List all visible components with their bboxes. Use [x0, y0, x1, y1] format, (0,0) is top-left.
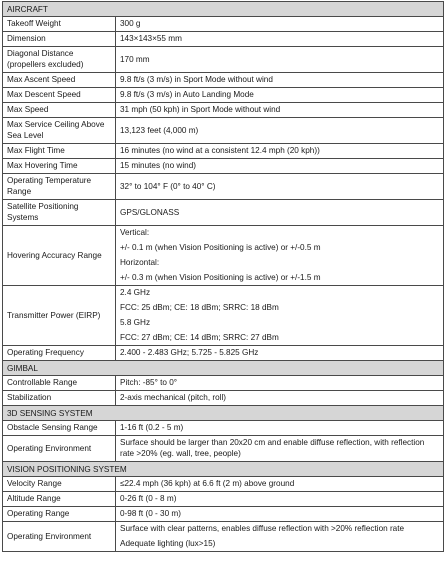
spec-value — [116, 226, 444, 286]
spec-value-line: Horizontal: — [120, 258, 160, 267]
section-title: 3D SENSING SYSTEM — [3, 406, 444, 421]
spec-row — [3, 226, 444, 286]
section-header-row — [3, 2, 444, 17]
spec-row — [3, 32, 444, 47]
spec-table — [2, 1, 444, 552]
spec-value: 16 minutes (no wind at a consistent 12.4 mph (20 kph)) — [116, 144, 444, 159]
spec-row — [3, 507, 444, 522]
spec-label: Operating Frequency — [3, 346, 116, 361]
spec-label: Takeoff Weight — [3, 17, 116, 32]
spec-row — [3, 522, 444, 552]
spec-value: 170 mm — [116, 47, 444, 73]
spec-value-line: Adequate lighting (lux>15) — [120, 539, 216, 548]
spec-label: Obstacle Sensing Range — [3, 421, 116, 436]
spec-value: 1-16 ft (0.2 - 5 m) — [116, 421, 444, 436]
spec-label: Max Service Ceiling Above Sea Level — [3, 118, 116, 144]
spec-row — [3, 286, 444, 346]
spec-value-line: +/- 0.3 m (when Vision Positioning is active) or +/-1.5 m — [120, 273, 321, 282]
spec-label: Max Ascent Speed — [3, 73, 116, 88]
section-title: GIMBAL — [3, 361, 444, 376]
spec-value: 300 g — [116, 17, 444, 32]
spec-value: ≤22.4 mph (36 kph) at 6.6 ft (2 m) above ground — [116, 477, 444, 492]
spec-label: Operating Temperature Range — [3, 174, 116, 200]
spec-row — [3, 436, 444, 462]
spec-row — [3, 103, 444, 118]
spec-row — [3, 174, 444, 200]
spec-value: GPS/GLONASS — [116, 200, 444, 226]
spec-row — [3, 492, 444, 507]
spec-value: 15 minutes (no wind) — [116, 159, 444, 174]
spec-row — [3, 73, 444, 88]
spec-value: 2.400 - 2.483 GHz; 5.725 - 5.825 GHz — [116, 346, 444, 361]
spec-row — [3, 421, 444, 436]
spec-label: Max Hovering Time — [3, 159, 116, 174]
spec-label: Dimension — [3, 32, 116, 47]
spec-value: 0-26 ft (0 - 8 m) — [116, 492, 444, 507]
section-header-row — [3, 361, 444, 376]
spec-label: Satellite Positioning Systems — [3, 200, 116, 226]
spec-row — [3, 200, 444, 226]
spec-label: Stabilization — [3, 391, 116, 406]
spec-value-line: 2.4 GHz — [120, 288, 151, 297]
spec-label: Altitude Range — [3, 492, 116, 507]
spec-value: 32° to 104° F (0° to 40° C) — [116, 174, 444, 200]
spec-row — [3, 477, 444, 492]
spec-label: Operating Range — [3, 507, 116, 522]
spec-value-line: FCC: 25 dBm; CE: 18 dBm; SRRC: 18 dBm — [120, 303, 279, 312]
spec-label: Operating Environment — [3, 522, 116, 552]
spec-row — [3, 118, 444, 144]
section-title: VISION POSITIONING SYSTEM — [3, 462, 444, 477]
spec-row — [3, 346, 444, 361]
spec-value: 2-axis mechanical (pitch, roll) — [116, 391, 444, 406]
spec-label: Max Speed — [3, 103, 116, 118]
spec-label: Hovering Accuracy Range — [3, 226, 116, 286]
spec-value — [116, 522, 444, 552]
spec-label: Max Descent Speed — [3, 88, 116, 103]
spec-row — [3, 376, 444, 391]
spec-value: 143×143×55 mm — [116, 32, 444, 47]
spec-value: 31 mph (50 kph) in Sport Mode without wind — [116, 103, 444, 118]
spec-row — [3, 159, 444, 174]
spec-row — [3, 47, 444, 73]
section-header-row — [3, 462, 444, 477]
spec-label: Transmitter Power (EIRP) — [3, 286, 116, 346]
spec-value-line: Surface with clear patterns, enables diffuse reflection with >20% reflection rate — [120, 524, 405, 533]
spec-label: Controllable Range — [3, 376, 116, 391]
spec-value-line: 5.8 GHz — [120, 318, 151, 327]
spec-value: 0-98 ft (0 - 30 m) — [116, 507, 444, 522]
spec-value-line: FCC: 27 dBm; CE: 14 dBm; SRRC: 27 dBm — [120, 333, 279, 342]
spec-value-line: +/- 0.1 m (when Vision Positioning is active) or +/-0.5 m — [120, 243, 321, 252]
spec-table-body — [3, 2, 444, 552]
spec-value: Pitch: -85° to 0° — [116, 376, 444, 391]
spec-label: Diagonal Distance (propellers excluded) — [3, 47, 116, 73]
spec-label: Max Flight Time — [3, 144, 116, 159]
spec-row — [3, 17, 444, 32]
section-title: AIRCRAFT — [3, 2, 444, 17]
spec-label: Velocity Range — [3, 477, 116, 492]
spec-row — [3, 88, 444, 103]
spec-row — [3, 144, 444, 159]
spec-value-line: Vertical: — [120, 228, 150, 237]
spec-value: 13,123 feet (4,000 m) — [116, 118, 444, 144]
section-header-row — [3, 406, 444, 421]
spec-value: 9.8 ft/s (3 m/s) in Sport Mode without wind — [116, 73, 444, 88]
spec-value: Surface should be larger than 20x20 cm and enable diffuse reflection, with reflection rate >20% (eg. wall, tree, people) — [116, 436, 444, 462]
spec-value — [116, 286, 444, 346]
spec-label: Operating Environment — [3, 436, 116, 462]
spec-value: 9.8 ft/s (3 m/s) in Auto Landing Mode — [116, 88, 444, 103]
spec-row — [3, 391, 444, 406]
